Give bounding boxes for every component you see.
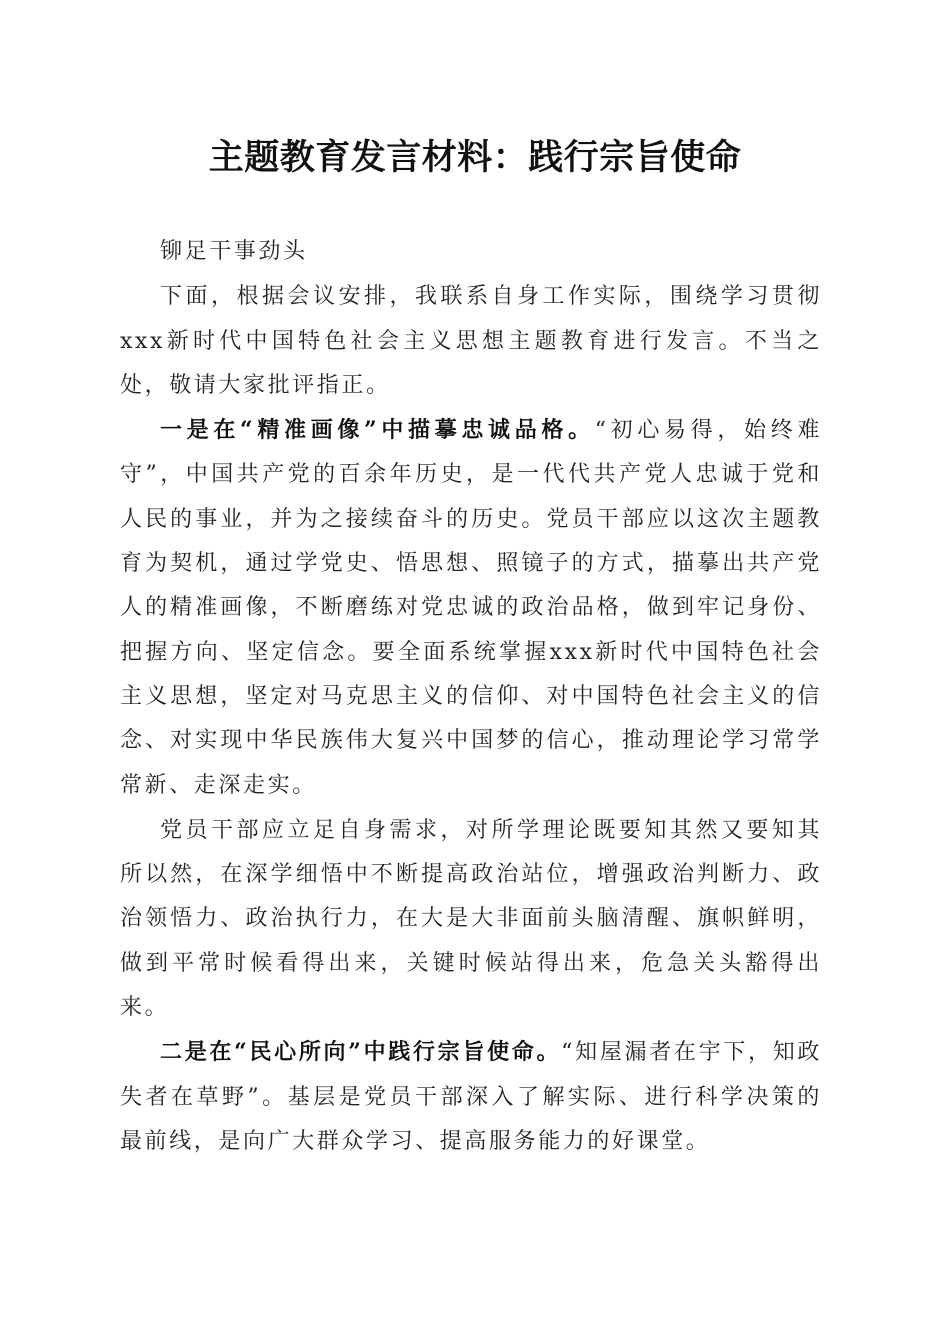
document-title: 主题教育发言材料：践行宗旨使命 (208, 137, 742, 178)
paragraph-lead: 二是在“民心所向”中践行宗旨使命。 (160, 1039, 562, 1066)
paragraph-text: 下面，根据会议安排，我联系自身工作实际，围绕学习贯彻xxx新时代中国特色社会主义思想主题教育进行发言。不当之处，敬请大家批评指正。 (120, 284, 822, 398)
paragraph-text: 党员干部应立足自身需求，对所学理论既要知其然又要知其所以然，在深学细悟中不断提高政治站位，增强政治判断力、政治领悟力、政治执行力，在大是大非面前头脑清醒、旗帜鲜明，做到平常时候看得出来，关键时候站得出来，危急关头豁得出来。 (120, 817, 822, 1021)
paragraph-intro (120, 274, 822, 408)
paragraph-lead: 一是在“精准画像”中描摹忠诚品格。 (160, 417, 595, 444)
paragraph-point-one-continued (120, 808, 822, 1030)
paragraph-point-two (120, 1030, 822, 1164)
paragraph-point-one (120, 408, 822, 808)
paragraph-text: “初心易得，始终难守”，中国共产党的百余年历史，是一代代共产党人忠诚于党和人民的事业，并为之接续奋斗的历史。党员干部应以这次主题教育为契机，通过学党史、悟思想、照镜子的方式，描摹出共产党人的精准画像，不断磨练对党忠诚的政治品格，做到牢记身份、把握方向、坚定信念。要全面系统掌握xxx新时代中国特色社会主义思想，坚定对马克思主义的信仰、对中国特色社会主义的信念、对实现中华民族伟大复兴中国梦的信心，推动理论学习常学常新、走深走实。 (120, 418, 822, 798)
document-body (120, 230, 822, 1164)
document-subtitle: 铆足干事劲头 (160, 239, 308, 264)
paragraph-text: “知屋漏者在宇下，知政失者在草野”。基层是党员干部深入了解实际、进行科学决策的最前线，是向广大群众学习、提高服务能力的好课堂。 (120, 1040, 822, 1154)
